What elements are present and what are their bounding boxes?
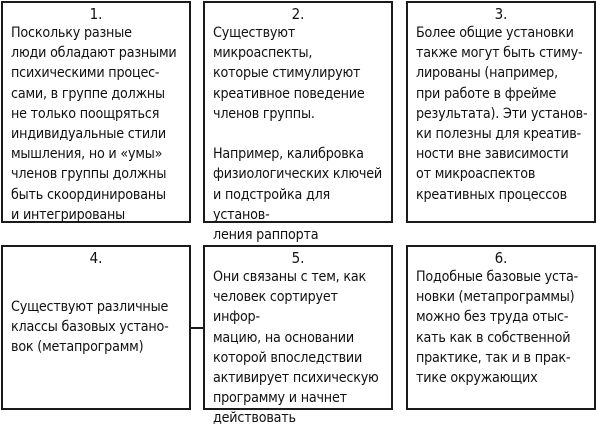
- box-1-text: Поскольку разные люди обладают разными психическими процес- сами, в группе должны не только поощряться индивидуальные стили мышления, но и «умы» членов группы должны быть скоординированы и интегрированы: [11, 25, 177, 223]
- box-4-number: 4.: [89, 249, 103, 267]
- box-2-text: Существуют микроаспекты, которые стимулируют креативное поведение членов группы. Например, калибровка физиологических ключей и подстройка для установ- ления раппорта: [213, 25, 382, 244]
- box-2-number: 2.: [291, 5, 305, 23]
- box-4-text: Существуют различные классы базовых устано- вок (метапрограмм): [11, 299, 169, 356]
- box-2: [203, 1, 393, 244]
- connector-line: [191, 327, 203, 329]
- box-3-number: 3.: [494, 5, 508, 23]
- box-5: [203, 245, 393, 427]
- box-3: [406, 1, 596, 223]
- box-5-text: Они связаны с тем, как человек сортирует инфор- мацию, на основании которой впоследствии активирует психическую программу и начнет действовать: [213, 269, 379, 427]
- box-6-number: 6.: [494, 249, 508, 267]
- box-6: [406, 245, 596, 410]
- box-1: [1, 1, 191, 223]
- box-6-text: Подобные базовые уста- новки (метапрограммы) можно без труда отыс- кать как в собственной практике, так и в прак- тике окружающих: [416, 269, 579, 387]
- box-1-number: 1.: [89, 5, 103, 23]
- box-3-text: Более общие установки также могут быть стиму- лированы (например, при работе в фрейме результата). Эти установ- ки полезны для креатив- ности вне зависимости от микроаспектов креативных процессов: [416, 25, 588, 203]
- box-5-number: 5.: [291, 249, 305, 267]
- box-4: [1, 245, 191, 410]
